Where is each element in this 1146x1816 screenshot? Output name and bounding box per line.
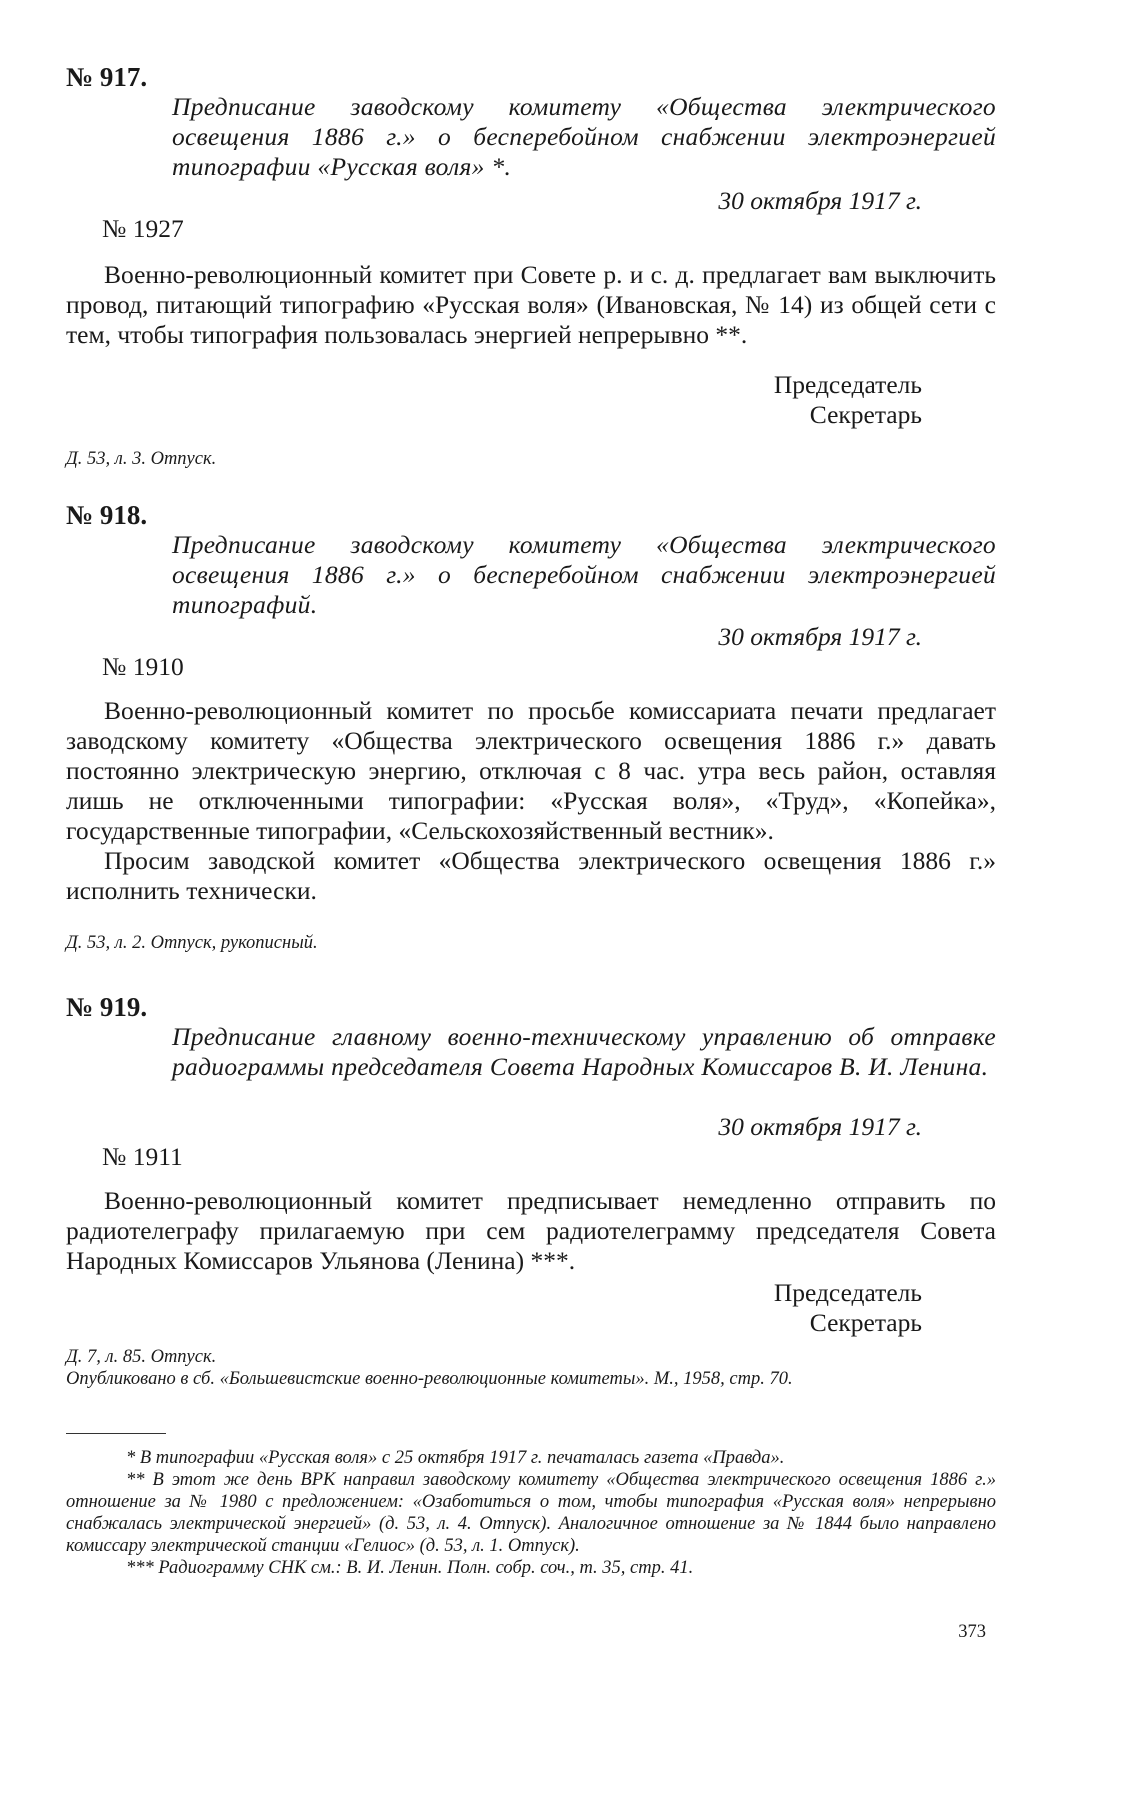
document-date: 30 октября 1917 г. [718,186,922,215]
paragraph: Просим заводской комитет «Общества электрического освещения 1886 г.» исполнить технически. [66,846,996,905]
document-number: № 917. [66,62,148,92]
archive-reference: Д. 7, л. 85. Отпуск. [66,1347,217,1367]
registration-number: № 1911 [102,1142,183,1171]
archive-source: Д. 53, л. 2. Отпуск, рукописный. [66,933,318,953]
archive-source [66,1346,996,1390]
signature-secretary: Секретарь [809,1308,922,1337]
document-body [66,260,996,350]
signature-block [774,1278,922,1338]
document-title: Предписание заводскому комитету «Общества электрического освещения 1886 г.» о бесперебойном снабжении электроэнергией типографий. [172,530,996,619]
document-title: Предписание заводскому комитету «Общества электрического освещения 1886 г.» о бесперебойном снабжении электроэнергией типографии «Русская воля» *. [172,92,996,181]
footnote: *** Радиограмму СНК см.: В. И. Ленин. Полн. собр. соч., т. 35, стр. 41. [126,1558,694,1578]
paragraph: Военно-революционный комитет по просьбе комиссариата печати предлагает заводскому комитету «Общества электрического освещения 1886 г.» давать постоянно электрическую энергию, отключая с 8 час. утра весь район, оставляя лишь не отключенными типографии: «Русская воля», «Труд», «Копейка», государственные типографии, «Сельскохозяйственный вестник». [66,696,996,845]
registration-number: № 1927 [102,214,184,243]
document-date: 30 октября 1917 г. [718,1112,922,1141]
document-number: № 918. [66,500,148,530]
signature-secretary: Секретарь [809,400,922,429]
document-date: 30 октября 1917 г. [718,622,922,651]
paragraph: Военно-революционный комитет предписывает немедленно отправить по радиотелеграфу прилагаемую при сем радиотелеграмму председателя Совета Народных Комиссаров Ульянова (Ленина) ***. [66,1186,996,1275]
signature-block [774,370,922,430]
footnote: * В типографии «Русская воля» с 25 октября 1917 г. печаталась газета «Правда». [126,1448,785,1468]
signature-chairman: Председатель [773,1278,922,1307]
document-title: Предписание главному военно-техническому управлению об отправке радиограммы председателя Совета Народных Комиссаров В. И. Ленина. [172,1022,996,1081]
paragraph: Военно-революционный комитет при Совете р. и с. д. предлагает вам выключить провод, питающий типографию «Русская воля» (Ивановская, № 14) из общей сети с тем, чтобы типография пользовалась энергией непрерывно **. [66,260,996,349]
document-body [66,696,996,906]
publication-reference: Опубликовано в сб. «Большевистские военно-революционные комитеты». М., 1958, стр. 70. [66,1369,793,1389]
page-number: 373 [958,1622,986,1642]
document-number: № 919. [66,992,148,1022]
signature-chairman: Председатель [773,370,922,399]
footnotes [66,1447,996,1579]
footnote-divider [66,1433,166,1434]
footnote: ** В этот же день ВРК направил заводскому комитету «Общества электрического освещения 1886 г.» отношение за № 1980 с предложением: «Озаботиться о том, чтобы типография «Русская воля» непрерывно снабжалась электрической энергией» (д. 53, л. 4. Отпуск). Аналогичное отношение за № 1844 было направлено комиссару электрической станции «Гелиос» (д. 53, л. 1. Отпуск). [66,1470,996,1556]
document-body [66,1186,996,1276]
archive-source: Д. 53, л. 3. Отпуск. [66,449,217,469]
registration-number: № 1910 [102,652,184,681]
